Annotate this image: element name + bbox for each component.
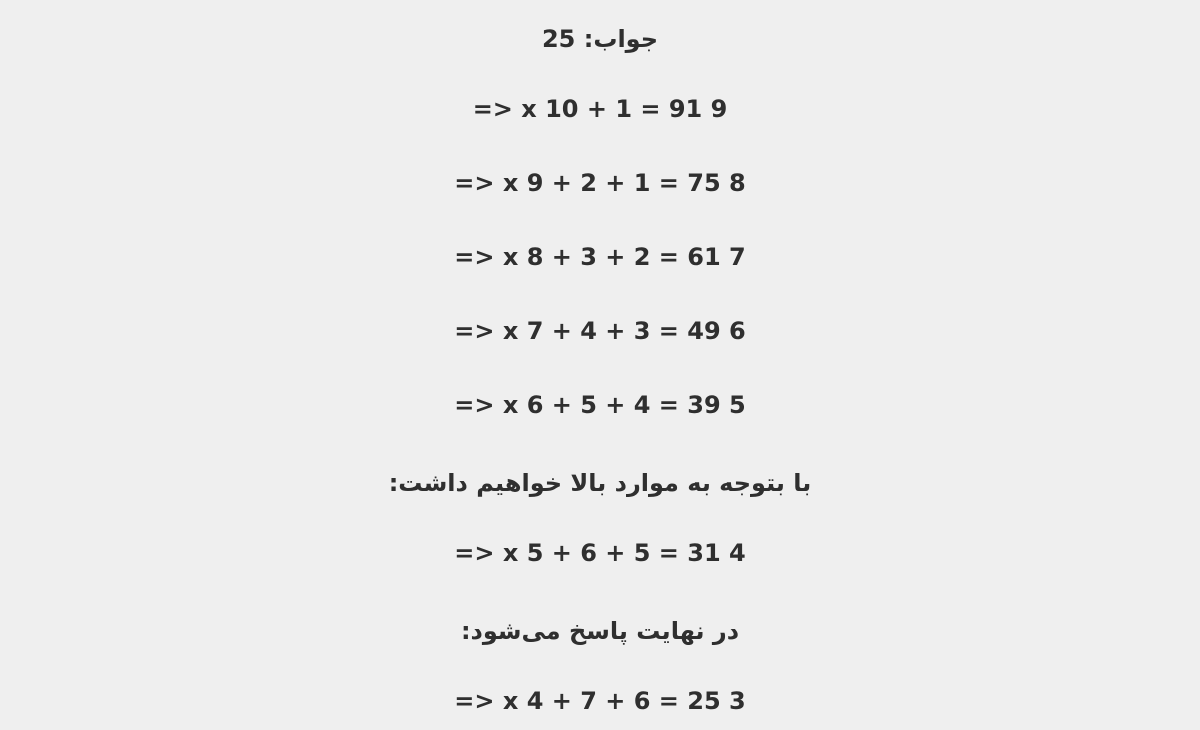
equation-line-1: 9 x 10 + 1 = 91 <= xyxy=(472,95,728,123)
equation-line-6: 4 x 5 + 6 + 5 = 31 <= xyxy=(454,539,746,567)
equation-line-3: 7 x 8 + 3 + 2 = 61 <= xyxy=(454,243,746,271)
explanation-line-2: در نهایت پاسخ می‌شود: xyxy=(460,617,740,645)
equation-line-4: 6 x 7 + 4 + 3 = 49 <= xyxy=(454,317,746,345)
equation-line-2: 8 x 9 + 2 + 1 = 75 <= xyxy=(454,169,746,197)
explanation-line-1: با بتوجه به موارد بالا خواهیم داشت: xyxy=(388,469,812,497)
equation-line-7: 3 x 4 + 7 + 6 = 25 <= xyxy=(454,687,746,715)
equation-line-5: 5 x 6 + 5 + 4 = 39 <= xyxy=(454,391,746,419)
answer-heading: جواب: 25 xyxy=(541,25,659,53)
